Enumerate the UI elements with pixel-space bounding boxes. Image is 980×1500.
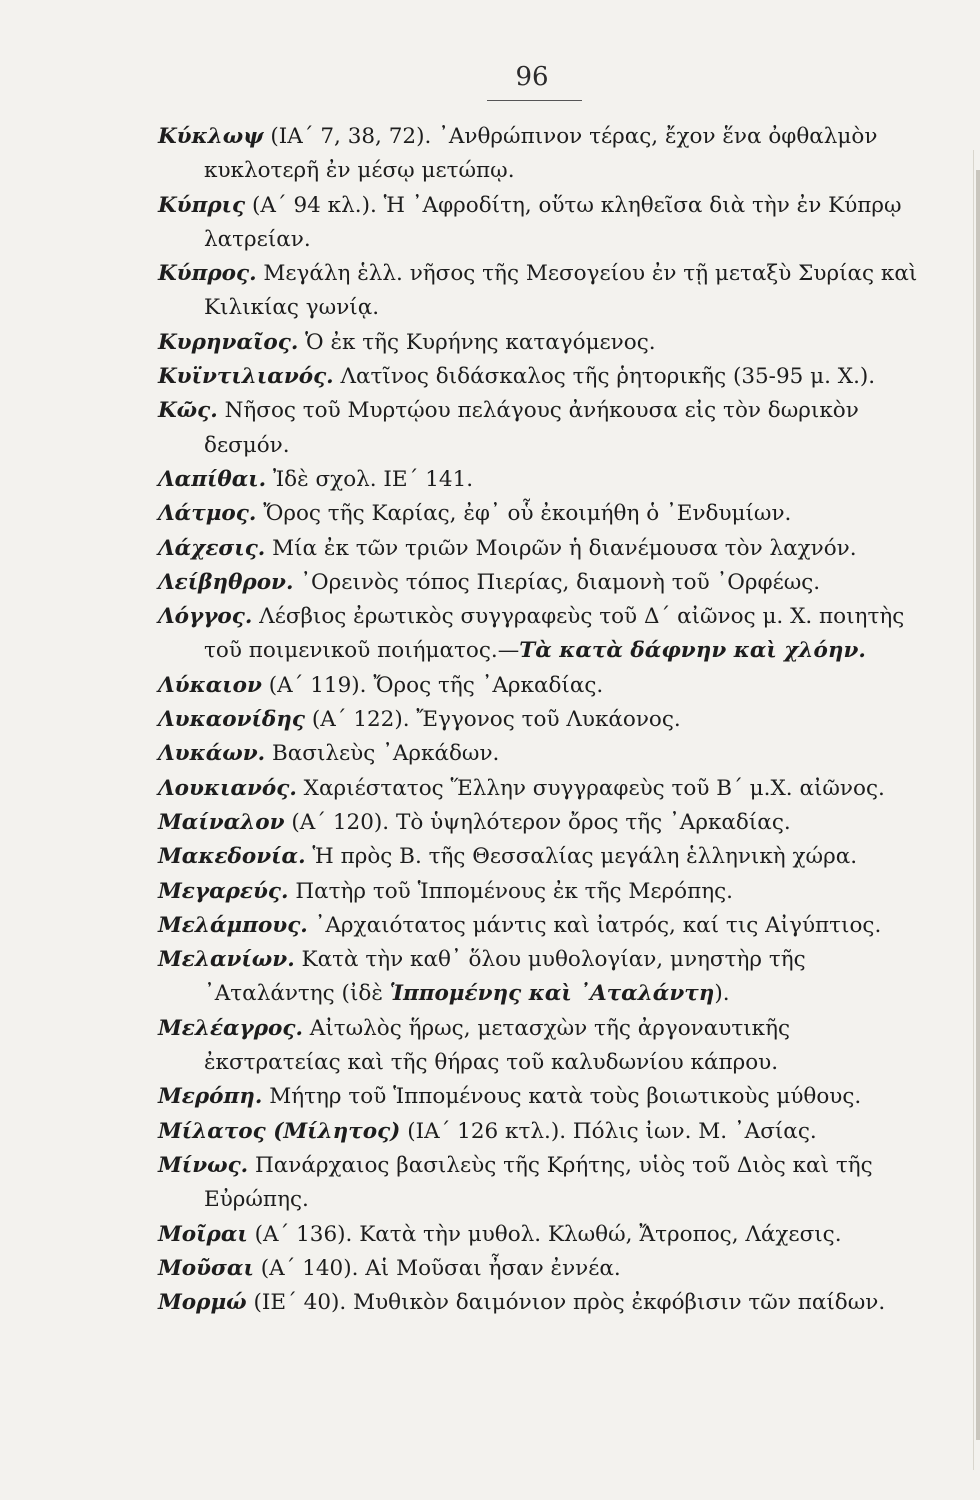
entry-cross-reference: Ἱππομένης καὶ ᾿Αταλάντη bbox=[389, 981, 715, 1007]
entry-headword: Μερόπη. bbox=[158, 1084, 263, 1110]
entry-headword: Μαίναλον bbox=[158, 809, 285, 835]
glossary-entry bbox=[158, 1286, 918, 1320]
glossary-entry bbox=[158, 943, 918, 1012]
entry-headword: Μακεδονία. bbox=[158, 844, 306, 870]
entry-headword: Μελέαγρος. bbox=[158, 1015, 303, 1041]
entry-headword: Μελανίων. bbox=[158, 947, 295, 973]
entry-headword: Κύπρις bbox=[158, 192, 246, 218]
page-number: 96 bbox=[515, 62, 549, 92]
entry-text: (Α΄ 120). Τὸ ὑψηλότερον ὄρος τῆς ᾿Αρκαδίας. bbox=[284, 809, 791, 835]
entry-text: Νῆσος τοῦ Μυρτῴου πελάγους ἀνήκουσα εἰς τὸν δωρικὸν δεσμόν. bbox=[204, 398, 859, 458]
glossary-entry bbox=[158, 532, 918, 566]
entry-text: (ΙΑ΄ 126 κτλ.). Πόλις ἰων. Μ. ᾿Ασίας. bbox=[400, 1118, 817, 1144]
entry-text: Χαριέστατος Ἕλλην συγγραφεὺς τοῦ Β΄ μ.Χ. αἰῶνος. bbox=[296, 775, 885, 801]
entry-text: (Α΄ 140). Αἱ Μοῦσαι ἦσαν ἐννέα. bbox=[253, 1255, 621, 1281]
glossary-entry bbox=[158, 1080, 918, 1114]
glossary-entry bbox=[158, 394, 918, 463]
entry-headword: Κῶς. bbox=[158, 398, 218, 424]
entry-headword: Λείβηθρον. bbox=[158, 569, 294, 595]
entry-headword: Μοῦσαι bbox=[158, 1255, 254, 1281]
glossary-entry bbox=[158, 1149, 918, 1218]
glossary-entry bbox=[158, 600, 918, 669]
entry-text: (Α΄ 122). Ἔγγονος τοῦ Λυκάονος. bbox=[304, 707, 681, 733]
glossary-entry bbox=[158, 772, 918, 806]
glossary-entry bbox=[158, 875, 918, 909]
entry-text: Βασιλεὺς ᾿Αρκάδων. bbox=[265, 741, 500, 767]
entry-text: (Α΄ 119). Ὄρος τῆς ᾿Αρκαδίας. bbox=[261, 672, 604, 698]
entry-headword: Λύκαιον bbox=[158, 672, 262, 698]
entry-headword: Κυϊντιλιανός. bbox=[158, 364, 334, 390]
entry-work-title: Τὰ κατὰ δάφνην καὶ χλόην. bbox=[519, 638, 866, 664]
entry-headword: Λουκιανός. bbox=[158, 775, 297, 801]
entry-text: Πατὴρ τοῦ Ἱππομένους ἐκ τῆς Μερόπης. bbox=[288, 878, 733, 904]
glossary-entry bbox=[158, 909, 918, 943]
glossary-entry bbox=[158, 566, 918, 600]
glossary-entry bbox=[158, 360, 918, 394]
entry-text: ᾿Αρχαιότατος μάντις καὶ ἰατρός, καί τις Αἰγύπτιος. bbox=[307, 912, 882, 938]
entry-text: Ἡ πρὸς Β. τῆς Θεσσαλίας μεγάλη ἑλληνικὴ χώρα. bbox=[305, 844, 858, 870]
glossary-entry bbox=[158, 669, 918, 703]
glossary-entry bbox=[158, 703, 918, 737]
entry-text: Λέσβιος ἐρωτικὸς συγγραφεὺς τοῦ Δ΄ αἰῶνος μ. Χ. ποιητὴς τοῦ ποιμενικοῦ ποιήματος.— bbox=[204, 604, 905, 664]
entry-text: (Α΄ 94 κλ.). Ἡ ᾿Αφροδίτη, οὕτω κληθεῖσα διὰ τὴν ἐν Κύπρῳ λατρείαν. bbox=[204, 192, 902, 252]
glossary-entries bbox=[158, 120, 918, 1320]
glossary-entry bbox=[158, 1218, 918, 1252]
entry-headword: Μελάμπους. bbox=[158, 912, 308, 938]
glossary-entry bbox=[158, 840, 918, 874]
entry-text: Πανάρχαιος βασιλεὺς τῆς Κρήτης, υἱὸς τοῦ Διὸς καὶ τῆς Εὐρώπης. bbox=[204, 1152, 873, 1213]
glossary-entry bbox=[158, 189, 918, 258]
entry-headword: Λυκάων. bbox=[158, 741, 266, 767]
glossary-entry bbox=[158, 120, 918, 189]
glossary-entry bbox=[158, 737, 918, 771]
page-number-rule bbox=[487, 100, 582, 101]
glossary-entry bbox=[158, 326, 918, 360]
entry-headword: Λαπίθαι. bbox=[158, 466, 267, 492]
glossary-entry bbox=[158, 497, 918, 531]
glossary-entry bbox=[158, 1252, 918, 1286]
entry-text: Ὁ ἐκ τῆς Κυρήνης καταγόμενος. bbox=[298, 329, 656, 355]
glossary-entry bbox=[158, 463, 918, 497]
entry-headword: Κύκλωψ bbox=[158, 124, 264, 149]
entry-text: (ΙΑ΄ 7, 38, 72). ᾿Ανθρώπινον τέρας, ἔχον ἕνα ὀφθαλμὸν κυκλοτερῆ ἐν μέσῳ μετώπῳ. bbox=[204, 124, 878, 184]
entry-headword: Μοῖραι bbox=[158, 1221, 248, 1247]
page-edge-shadow bbox=[976, 170, 980, 1440]
entry-text: Λατῖνος διδάσκαλος τῆς ῥητορικῆς (35-95 μ. Χ.). bbox=[333, 364, 876, 390]
page-edge-line bbox=[973, 150, 974, 1470]
entry-text: (Α΄ 136). Κατὰ τὴν μυθολ. Κλωθώ, Ἄτροπος, Λάχεσις. bbox=[247, 1221, 842, 1247]
entry-headword: Κύπρος. bbox=[158, 261, 257, 287]
entry-headword: Λάτμος. bbox=[158, 501, 257, 527]
entry-headword: Μίλατος (Μίλητος) bbox=[158, 1118, 401, 1144]
entry-headword: Λόγγος. bbox=[158, 604, 253, 630]
entry-text: ᾿Ορεινὸς τόπος Πιερίας, διαμονὴ τοῦ ᾿Ορφέως. bbox=[293, 569, 821, 595]
entry-text: Ὄρος τῆς Καρίας, ἐφ᾿ οὗ ἐκοιμήθη ὁ ᾿Ενδυμίων. bbox=[256, 501, 792, 527]
glossary-entry bbox=[158, 806, 918, 840]
glossary-entry bbox=[158, 1012, 918, 1081]
entry-headword: Μίνως. bbox=[158, 1152, 249, 1178]
entry-headword: Μορμώ bbox=[158, 1290, 247, 1316]
entry-headword: Κυρηναῖος. bbox=[158, 329, 299, 355]
entry-text: Ἰδὲ σχολ. ΙΕ΄ 141. bbox=[266, 466, 474, 492]
glossary-entry bbox=[158, 1115, 918, 1149]
entry-headword: Λυκαονίδης bbox=[158, 707, 305, 733]
entry-text: Μεγάλη ἑλλ. νῆσος τῆς Μεσογείου ἐν τῇ μεταξὺ Συρίας καὶ Κιλικίας γωνίᾳ. bbox=[204, 261, 918, 321]
entry-text: Μία ἐκ τῶν τριῶν Μοιρῶν ἡ διανέμουσα τὸν λαχνόν. bbox=[265, 535, 857, 561]
entry-text-tail: ). bbox=[714, 981, 730, 1007]
entry-headword: Λάχεσις. bbox=[158, 535, 266, 561]
entry-text: Κατὰ τὴν καθ᾿ ὅλου μυθολογίαν, μνηστὴρ τῆς ᾿Αταλάντης (ἰδὲ bbox=[204, 947, 806, 1007]
entry-text: Αἰτωλὸς ἥρως, μετασχὼν τῆς ἀργοναυτικῆς ἐκστρατείας καὶ τῆς θήρας τοῦ καλυδωνίου κάπρου. bbox=[204, 1015, 791, 1076]
entry-headword: Μεγαρεύς. bbox=[158, 878, 289, 904]
glossary-entry bbox=[158, 257, 918, 326]
entry-text: (ΙΕ΄ 40). Μυθικὸν δαιμόνιον πρὸς ἐκφόβισιν τῶν παίδων. bbox=[246, 1290, 886, 1316]
entry-text: Μήτηρ τοῦ Ἱππομένους κατὰ τοὺς βοιωτικοὺς μύθους. bbox=[262, 1084, 862, 1110]
